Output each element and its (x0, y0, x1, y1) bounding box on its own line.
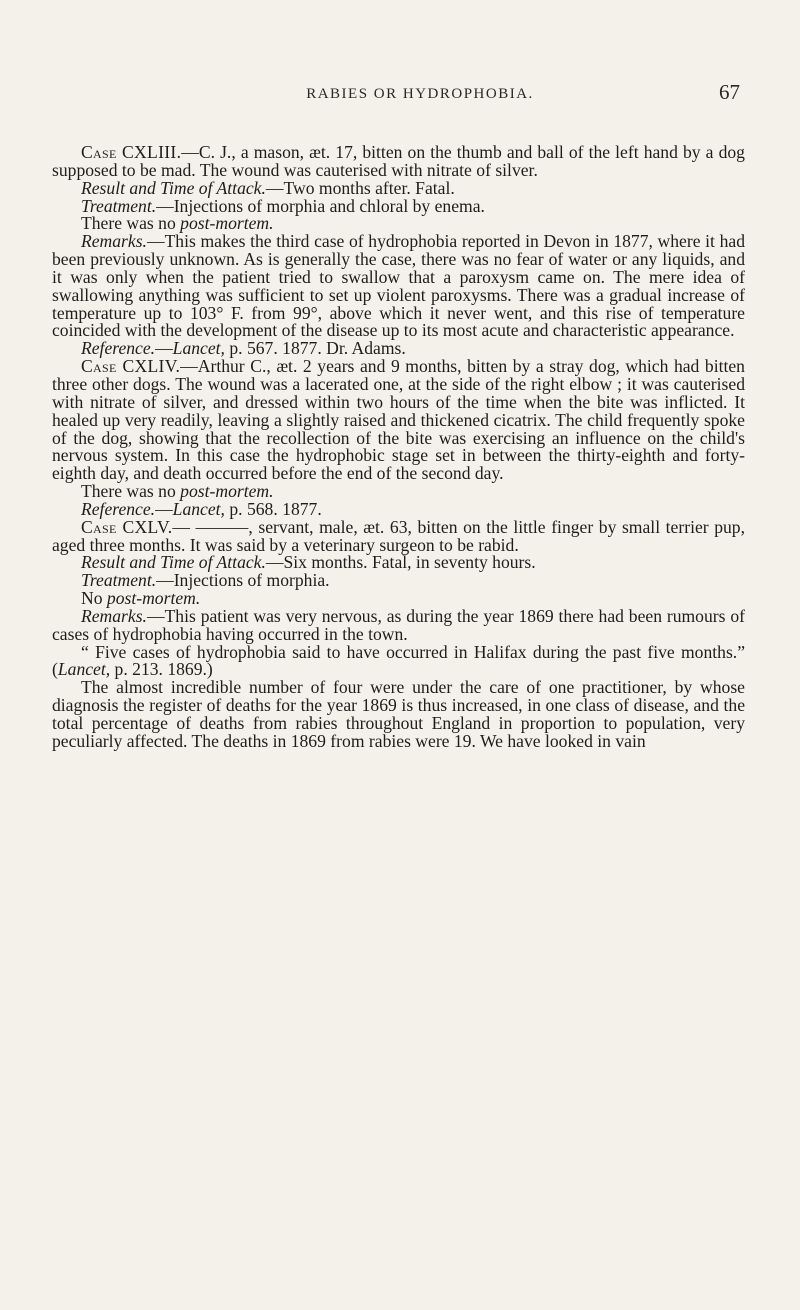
page-number: 67 (719, 80, 740, 104)
case-cxlv-quote (52, 641, 745, 680)
case-cxliv-reference-dash: — (155, 498, 173, 519)
case-cxliii-treatment-label: Treatment. (81, 195, 157, 216)
case-cxliii-result-text: —Two months after. Fatal. (265, 177, 455, 198)
case-cxliii-label: Case CXLIII. (81, 142, 182, 162)
case-cxliv-label: Case CXLIV. (81, 356, 181, 377)
case-cxliii-remarks (52, 233, 745, 340)
case-cxlv-intro (52, 516, 745, 555)
case-cxlv-quote-rest: p. 213. 1869.) (110, 659, 213, 680)
case-cxlv-result-label: Result and Time of Attack. (81, 552, 266, 573)
case-cxlv-postmortem-italic: post-mortem. (106, 588, 201, 609)
case-cxliii-reference-source: Lancet, (172, 338, 225, 359)
case-cxlv-quote-source: Lancet, (57, 659, 111, 680)
case-cxliii-intro (52, 144, 745, 180)
case-cxliv-postmortem-italic: post-mortem. (180, 481, 274, 502)
case-cxliii-reference-rest: p. 567. 1877. Dr. Adams. (224, 338, 406, 359)
case-cxliii-remarks-label: Remarks. (81, 231, 147, 252)
case-cxliv-reference-rest: p. 568. 1877. (224, 498, 322, 519)
case-cxliii-remarks-text: —This makes the third case of hydrophobia reported in Devon in 1877, where it had been previously unknown. As is generally the case, there was no fear of water or any liquids, and it was only when the patient tried to swallow that a paroxysm came on. The mere idea of swallowing anything was sufficient to set up violent paroxysms. There was a gradual increase of temperature up to 103° F. from 99°, above which it never went, and this rise of temperature coincided with the development of the disease up to its most acute and characteristic appearance. (52, 231, 745, 341)
case-cxlv-closing (52, 679, 745, 750)
case-cxlv-result-text: —Six months. Fatal, in seventy hours. (265, 552, 536, 573)
case-cxlv-remarks (52, 605, 745, 644)
case-cxlv-remarks-text: —This patient was very nervous, as during the year 1869 there had been rumours of cases of hydrophobia having occurred in the town. (52, 605, 745, 644)
case-cxlv-remarks-label: Remarks. (81, 605, 147, 626)
body-text (52, 144, 745, 751)
case-cxlv-treatment-label: Treatment. (81, 570, 157, 591)
case-cxliii-reference-dash: — (155, 338, 173, 359)
case-cxlv-treatment-text: —Injections of morphia. (156, 570, 330, 591)
case-cxliii-reference-label: Reference. (81, 338, 156, 359)
case-cxliv-intro-text: —Arthur C., æt. 2 years and 9 months, bitten by a stray dog, which had bitten three other dogs. The wound was a lacerated one, at the side of the right elbow ; it was cauterised with nitrate of silver, and dressed within two hours of the time when the bite was inflicted. It healed up very readily, leaving a slightly raised and thickened cicatrix. The child frequently spoke of the dog, showing that the recollection of the bite was exercising an influence on the child's nervous system. In this case the hydrophobic stage set in between the thirty-eighth and forty-eighth day, and death occurred before the end of the second day. (52, 356, 745, 484)
case-cxliv-reference-source: Lancet, (172, 498, 225, 519)
case-cxlv-closing-text: The almost incredible number of four were under the care of one practitioner, by whose diagnosis the register of deaths for the year 1869 is thus increased, in one class of disease, and the total percentage of deaths from rabies throughout England in proportion to population, very peculiarly affected. The deaths in 1869 from rabies were 19. We have looked in vain (52, 677, 745, 751)
case-cxliii-postmortem-italic: post-mortem. (180, 213, 274, 234)
case-cxlv-quote-text: “ Five cases of hydrophobia said to have occurred in Halifax during the past five months.” ( (52, 641, 745, 680)
case-cxliii-result-label: Result and Time of Attack. (81, 177, 266, 198)
case-cxliii-treatment-text: —Injections of morphia and chloral by enema. (156, 195, 485, 216)
case-cxliv-reference-label: Reference. (81, 498, 156, 519)
case-cxlv-postmortem-text: No (81, 588, 107, 609)
case-cxliv-intro (52, 358, 745, 483)
case-cxliii-postmortem-text: There was no (81, 213, 181, 234)
case-cxliv-postmortem-text: There was no (81, 481, 181, 502)
running-title: RABIES OR HYDROPHOBIA. (306, 86, 534, 102)
case-cxliii-intro-text: —C. J., a mason, æt. 17, bitten on the thumb and ball of the left hand by a dog supposed to be mad. The wound was cauterised with nitrate of silver. (52, 142, 745, 180)
case-cxlv-label: Case CXLV. (81, 516, 173, 537)
case-cxlv-intro-text: — ———, servant, male, æt. 63, bitten on the little finger by small terrier pup, aged three months. It was said by a veterinary surgeon to be rabid. (52, 516, 745, 555)
running-header (100, 80, 740, 110)
